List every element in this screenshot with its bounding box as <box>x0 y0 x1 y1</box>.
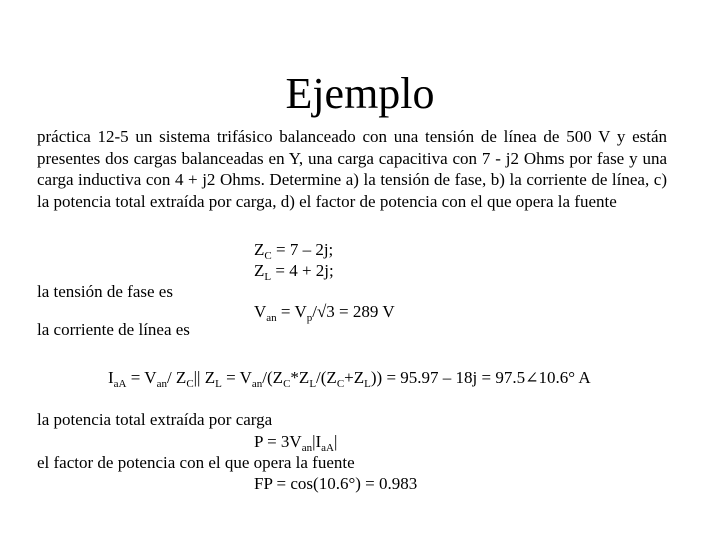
zc-value: = 7 – 2j; <box>271 240 334 259</box>
zl-subscript: L <box>264 271 272 283</box>
iaa-subscript: L <box>215 378 222 390</box>
iaa-subscript: aA <box>113 378 127 390</box>
iaa-part: || Z <box>193 368 216 387</box>
van-result: /√3 = 289 V <box>312 302 395 321</box>
iaa-part: 10.6° A <box>538 368 591 387</box>
angle-icon: ∠ <box>525 370 539 387</box>
van-symbol: V <box>254 302 267 321</box>
zl-equation <box>254 261 334 281</box>
iaa-subscript: an <box>251 378 263 390</box>
problem-statement: práctica 12-5 un sistema trifásico balanceado con una tensión de línea de 500 V y están presentes dos cargas balanceadas en Y, una carga capacitiva con 7 - j2 Ohms por fase y una carga inductiva con 4 + j2 Ohms. Determine a) la tensión de fase, b) la corriente de línea, c) la potencia total extraída por carga, d) el factor de potencia con el que opera la fuente <box>37 127 667 211</box>
potencia-part: | <box>334 432 338 451</box>
van-subscript: an <box>266 312 277 324</box>
potencia-equation <box>254 432 337 452</box>
zl-symbol: Z <box>254 261 265 280</box>
iaa-subscript: C <box>186 378 194 390</box>
potencia-label: la potencia total extraída por carga <box>37 410 273 429</box>
fase-label: la tensión de fase es <box>37 282 173 301</box>
iaa-equation <box>108 368 591 389</box>
iaa-part: / Z <box>166 368 187 387</box>
iaa-subscript: C <box>283 378 291 390</box>
iaa-part: *Z <box>290 368 310 387</box>
iaa-part: = V <box>126 368 157 387</box>
iaa-subscript: C <box>336 378 345 390</box>
fp-label: el factor de potencia con el que opera la fuente <box>37 453 355 472</box>
fp-equation: FP = cos(10.6°) = 0.983 <box>254 474 418 493</box>
iaa-part: = V <box>221 368 252 387</box>
iaa-symbol: I <box>108 368 114 387</box>
slide-title: Ejemplo <box>285 69 435 118</box>
zc-equation <box>254 240 333 260</box>
zc-symbol: Z <box>254 240 265 259</box>
iaa-part: /(Z <box>262 368 284 387</box>
potencia-part: |I <box>312 432 322 451</box>
iaa-subscript: L <box>364 378 371 390</box>
vp-subscript: p <box>306 312 313 324</box>
corriente-label: la corriente de línea es <box>37 320 190 339</box>
zl-value: = 4 + 2j; <box>271 261 334 280</box>
potencia-subscript: aA <box>321 442 334 454</box>
zc-subscript: C <box>264 250 272 262</box>
iaa-part: /(Z <box>316 368 337 387</box>
van-equation <box>254 302 395 322</box>
van-eq: = V <box>276 302 307 321</box>
iaa-part: )) = 95.97 – 18j = 97.5 <box>370 368 526 387</box>
iaa-part: +Z <box>344 368 365 387</box>
potencia-subscript: an <box>301 442 313 454</box>
iaa-subscript: an <box>156 378 167 390</box>
potencia-part: P = 3V <box>254 432 302 451</box>
iaa-subscript: L <box>309 378 317 390</box>
